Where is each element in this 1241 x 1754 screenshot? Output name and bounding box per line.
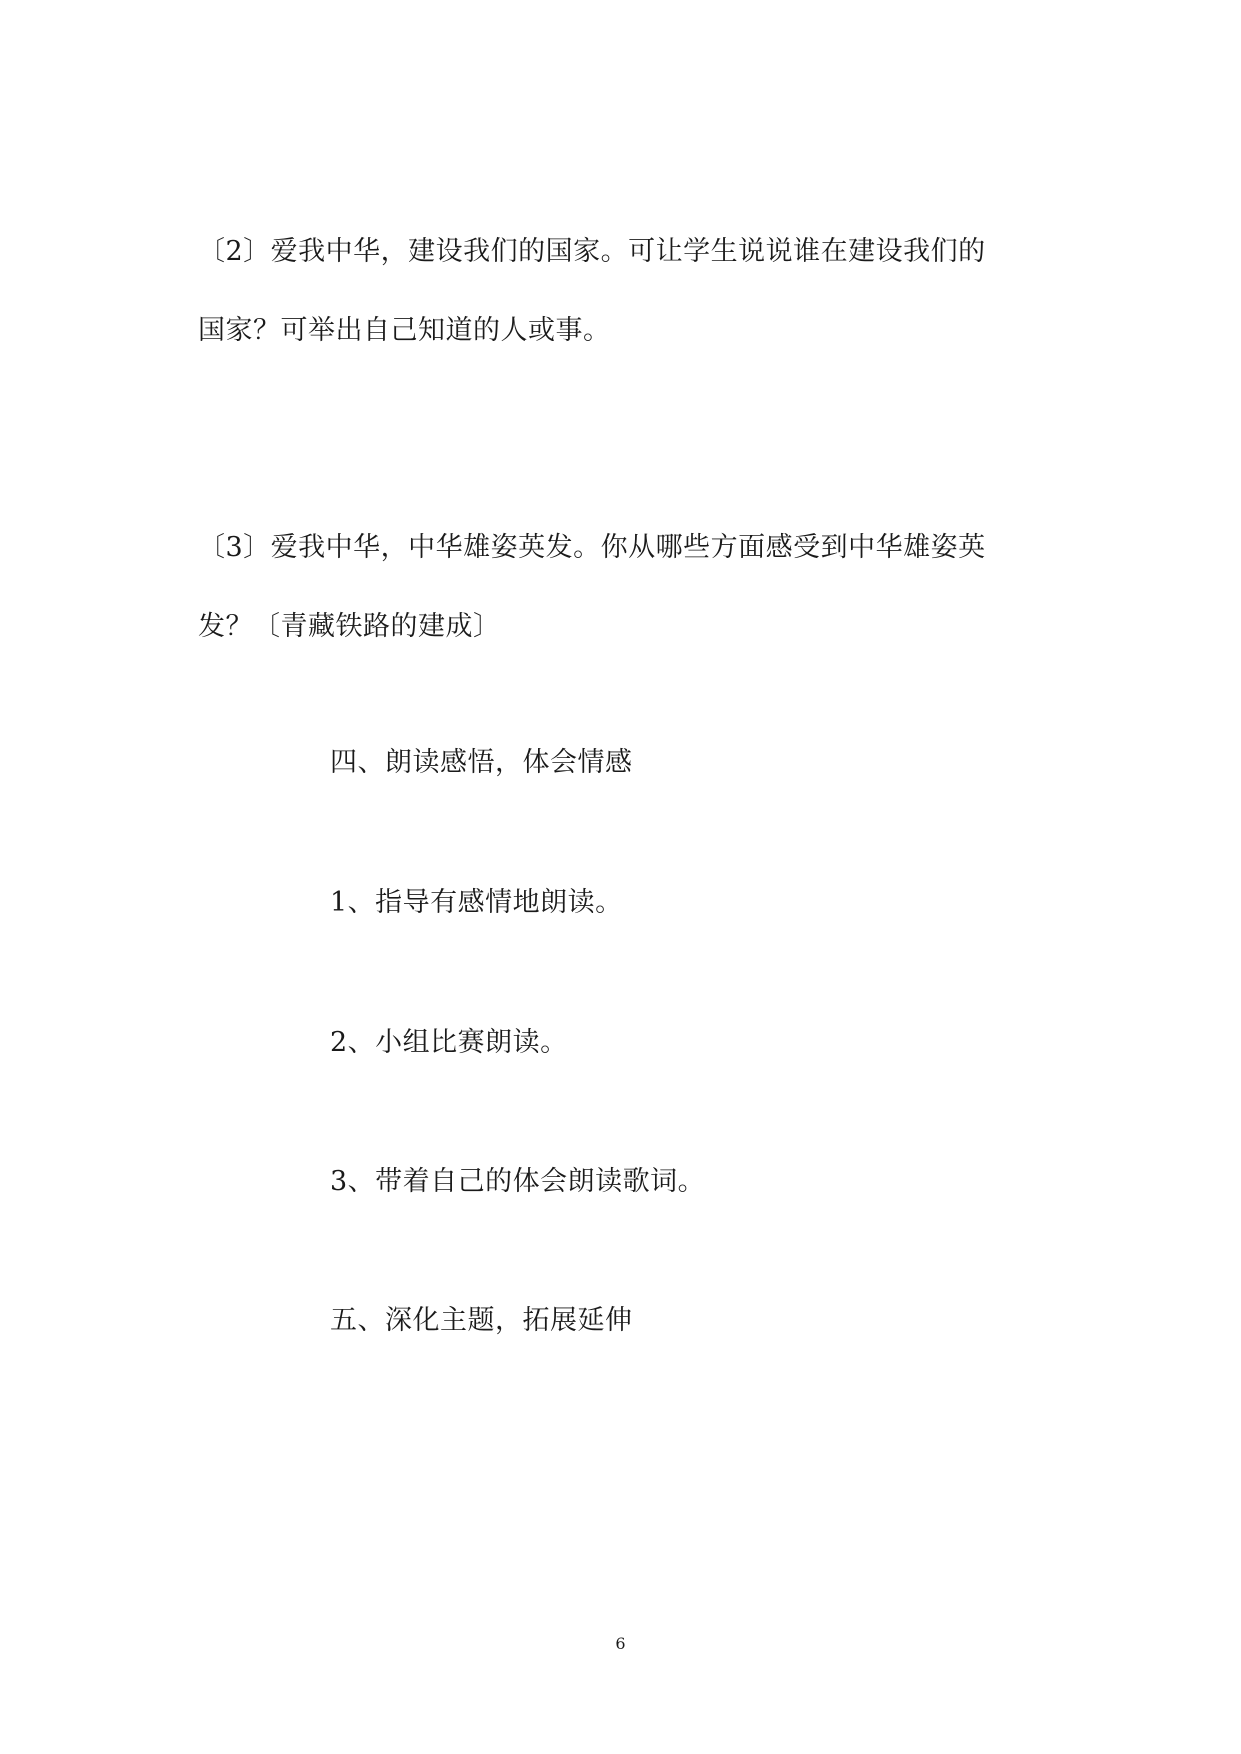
page-number: 6 bbox=[615, 1634, 626, 1653]
list-item-2: 2、小组比赛朗读。 bbox=[330, 1027, 568, 1058]
paragraph-3-line-1: 〔3〕爱我中华，中华雄姿英发。你从哪些方面感受到中华雄姿英 bbox=[198, 532, 986, 563]
list-item-3: 3、带着自己的体会朗读歌词。 bbox=[330, 1166, 706, 1197]
paragraph-2-line-2: 国家？可举出自己知道的人或事。 bbox=[198, 315, 611, 346]
paragraph-3-line-2: 发？〔青藏铁路的建成〕 bbox=[198, 611, 501, 642]
section-heading-4: 四、朗读感悟，体会情感 bbox=[330, 747, 633, 778]
list-item-1: 1、指导有感情地朗读。 bbox=[330, 887, 623, 918]
paragraph-2-line-1: 〔2〕爱我中华，建设我们的国家。可让学生说说谁在建设我们的 bbox=[198, 236, 986, 267]
section-heading-5: 五、深化主题，拓展延伸 bbox=[330, 1305, 633, 1336]
